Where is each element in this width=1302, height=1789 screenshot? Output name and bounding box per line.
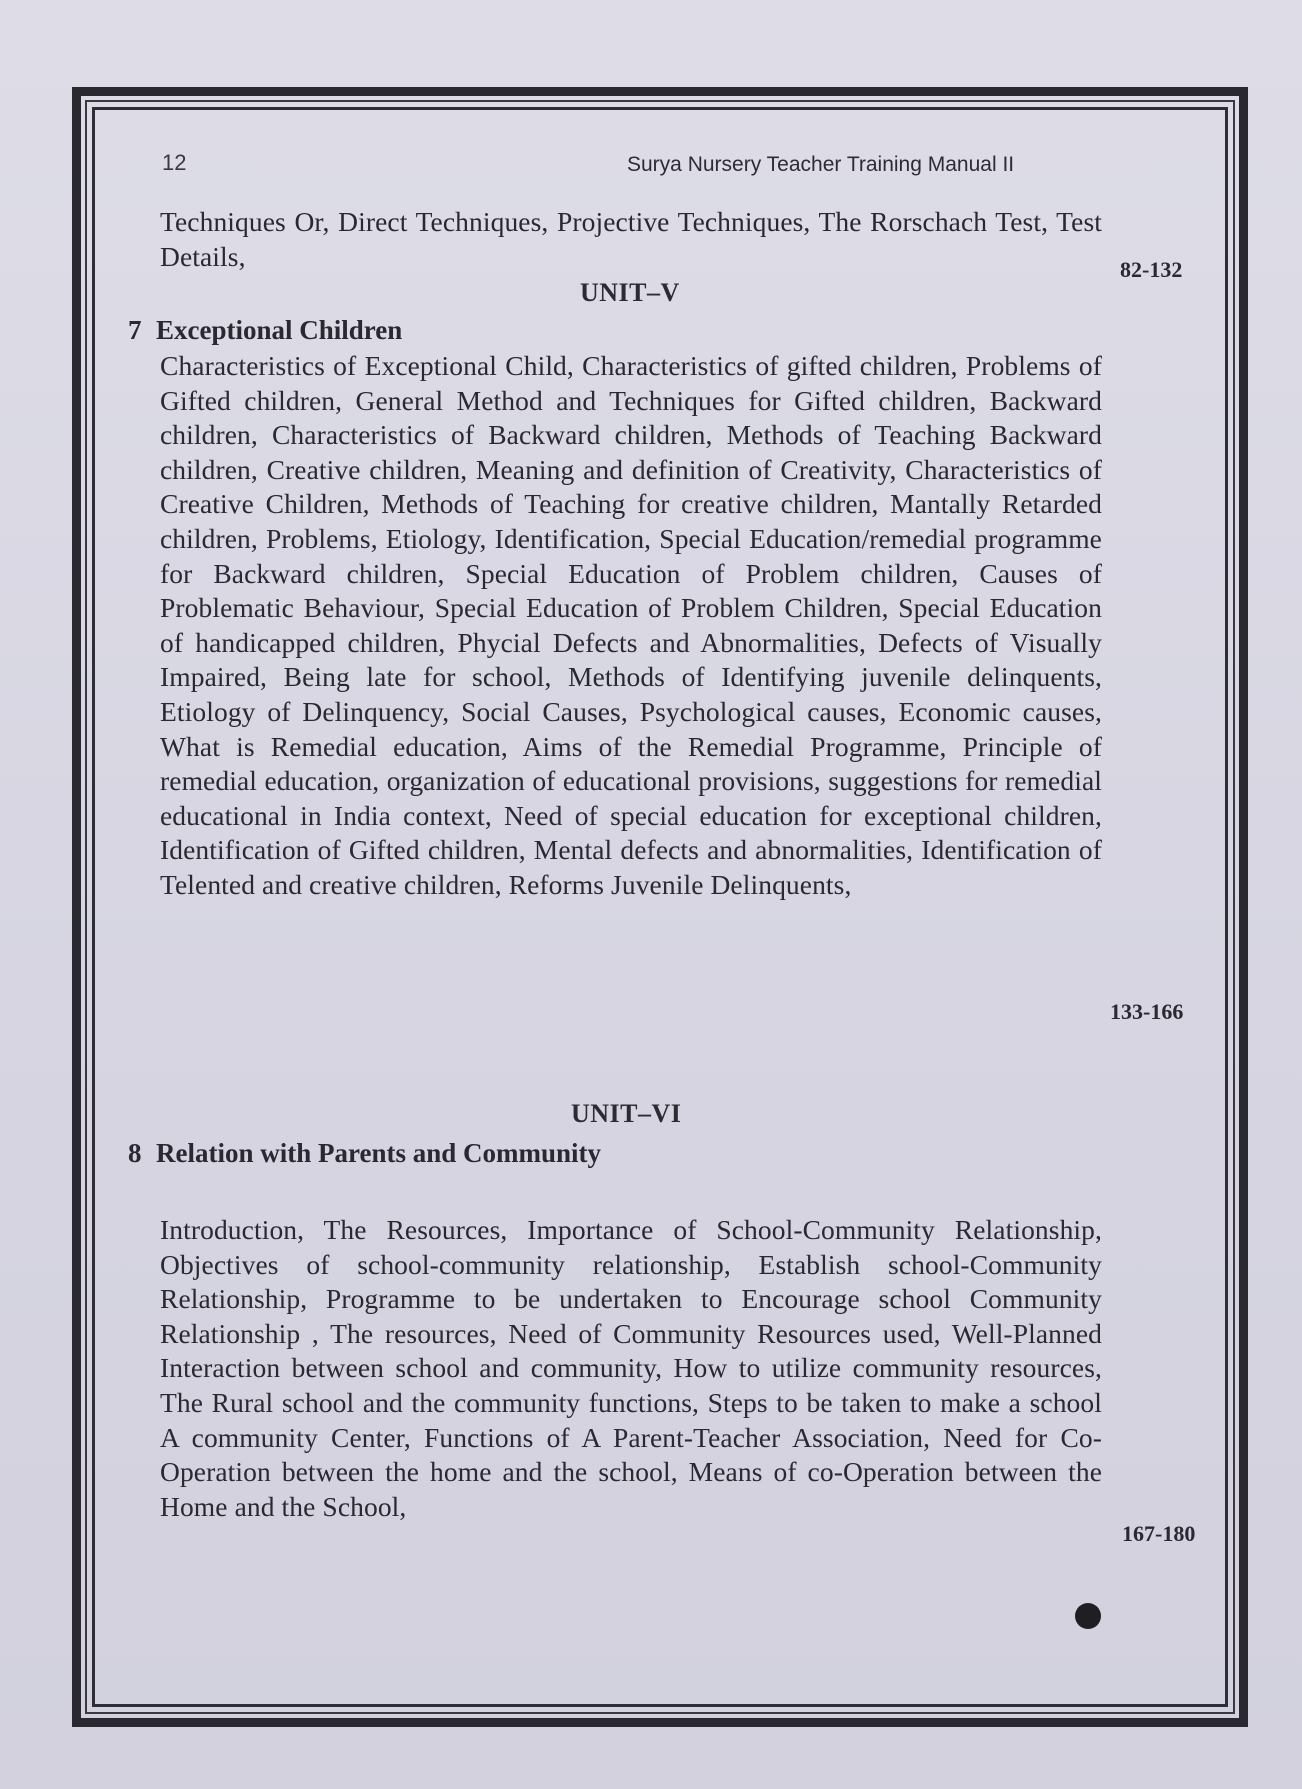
end-bullet-dot-icon xyxy=(1075,1603,1101,1629)
section-number: 8 xyxy=(128,1138,142,1168)
unit-vi-heading: UNIT–VI xyxy=(571,1099,682,1128)
page-range-previous: 82-132 xyxy=(1120,257,1183,282)
section-number: 7 xyxy=(128,315,142,345)
section-description-exceptional-children: Characteristics of Exceptional Child, Characteristics of gifted children, Problems of Gifted children, General Method and Techniques for Gifted children, Backward children, Characteristics of Backward children, Methods of Teaching Backward children, Creative children, Meaning and definition of Creativity, Characteristics of Creative Children, Methods of Teaching for creative children, Mantally Retarded children, Problems, Etiology, Identification, Special Education/remedial programme for Backward children, Special Education of Problem children, Causes of Problematic Behaviour, Special Education of Problem Children, Special Education of handicapped children, Phycial Defects and Abnormalities, Defects of Visually Impaired, Being late for school, Methods of Identifying juvenile delinquents, Etiology of Delinquency, Social Causes, Psychological causes, Economic causes, What is Remedial education, Aims of the Remedial Programme, Principle of remedial education, organization of educational provisions, suggestions for remedial educational in India context, Need of special education for exceptional children, Identification of Gifted children, Mental defects and abnormalities, Identification of Telented and creative children, Reforms Juvenile Delinquents, xyxy=(160,350,1102,900)
page-range-unit-vi: 167-180 xyxy=(1122,1521,1196,1546)
running-header-title: Surya Nursery Teacher Training Manual II xyxy=(627,153,1015,176)
page-number: 12 xyxy=(162,150,187,175)
page-range-unit-v: 133-166 xyxy=(1110,999,1184,1024)
section-heading-exceptional-children xyxy=(128,315,402,346)
section-description-parents-community: Introduction, The Resources, Importance of School-Community Relationship, Objectives of school-community relationship, Establish school-Community Relationship, Programme to be undertaken to Encourage school Community Relationship , The resources, Need of Community Resources used, Well-Planned Interaction between school and community, How to utilize community resources, The Rural school and the community functions, Steps to be taken to make a school A community Center, Functions of A Parent-Teacher Association, Need for Co-Operation between the home and the school, Means of co-Operation between the Home and the School, xyxy=(160,1214,1102,1522)
section-heading-parents-community xyxy=(128,1138,601,1169)
unit-v-heading: UNIT–V xyxy=(580,278,680,307)
section-title: Relation with Parents and Community xyxy=(156,1138,602,1168)
section-title: Exceptional Children xyxy=(156,315,403,345)
continued-contents-text: Techniques Or, Direct Techniques, Projective Techniques, The Rorschach Test, Test Details, xyxy=(160,206,1102,272)
